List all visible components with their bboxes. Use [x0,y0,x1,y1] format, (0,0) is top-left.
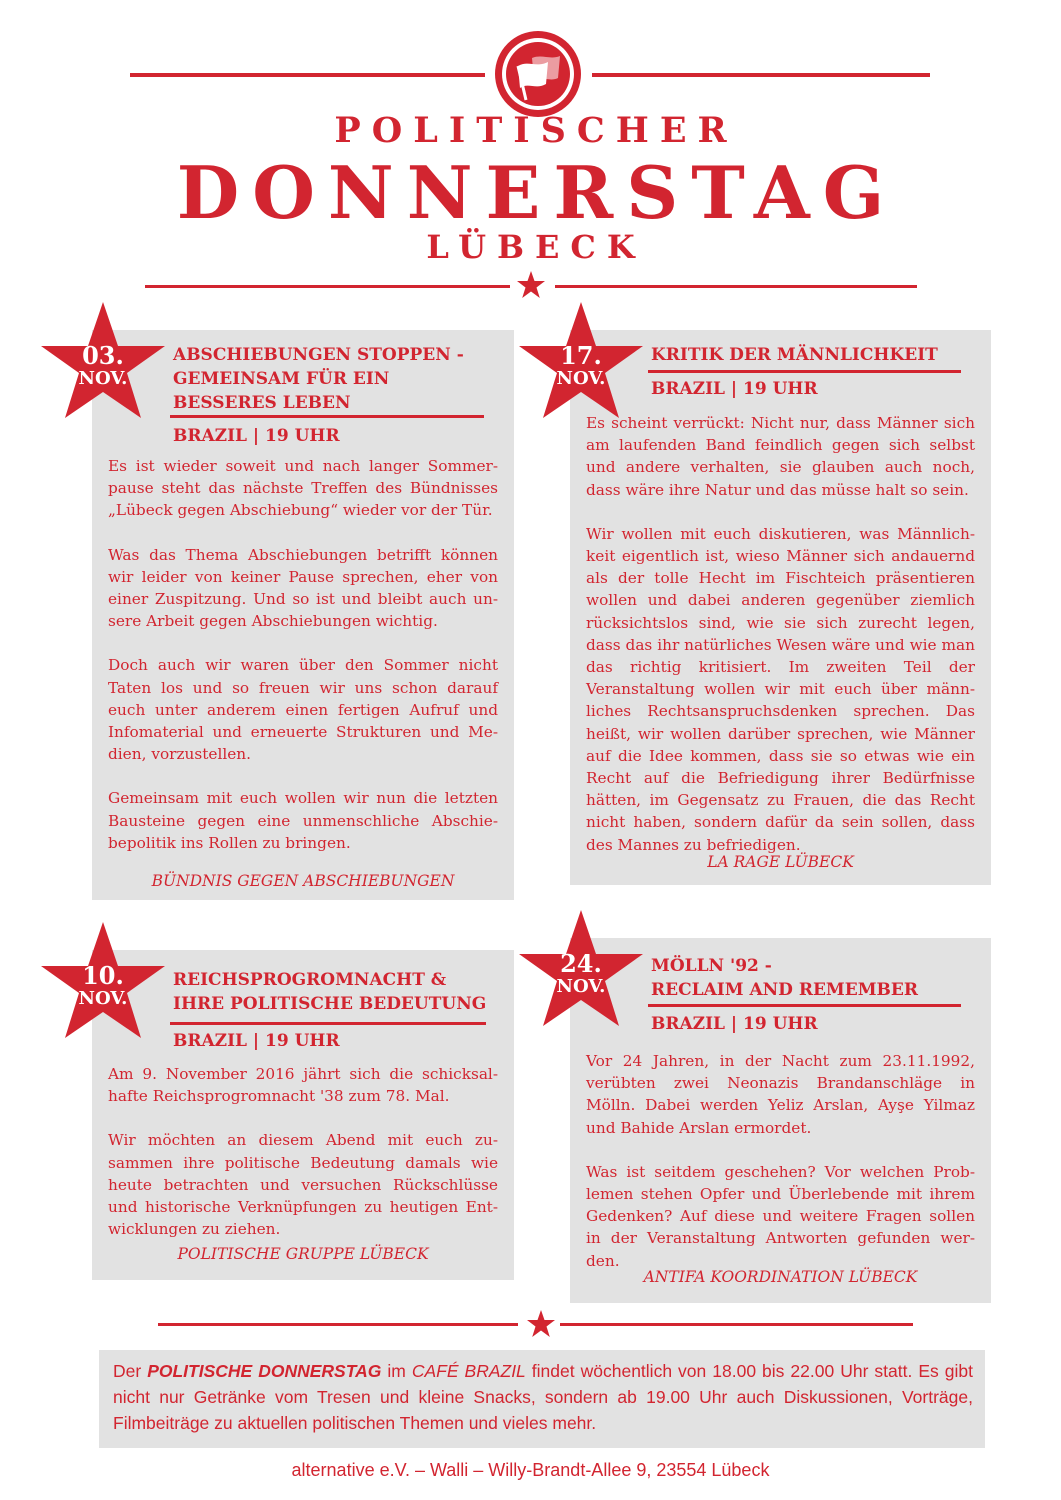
event-title: REICHSPROGROMNACHT & IHRE POLITISCHE BEDEUTUNG [173,970,487,1014]
event-organizer: LA RAGE LÜBECK [707,853,854,871]
event-paragraph: Es scheint verrückt: Nicht nur, dass Männer sich am laufenden Band feindlich gegen sich selbst und andere verhalten, sie glauben auch noch, dass wäre ihre Natur und das müsse halt so sein. [586,414,975,499]
event-month: NOV. [556,368,606,389]
star-icon [526,1309,556,1339]
footer-address: alternative e.V. – Walli – Willy-Brandt-Allee 9, 23554 Lübeck [291,1460,770,1480]
date-star-icon [38,920,168,1050]
header-rule-bottom-left [145,285,510,288]
title-line-1: POLITISCHER [334,110,738,151]
event-description [586,1050,975,1272]
event-title-rule [648,1004,961,1007]
footer-text: findet wöchentlich von 18.00 bis 22.00 Uhr statt. Es gibt nicht nur Getränke vom Tresen und kleine Snacks, sondern ab 19.00 Uhr auch Diskussionen, Vorträge, Filmbeiträge zu aktuellen politischen Themen und vieles mehr. [113,1361,973,1433]
event-title: MÖLLN '92 - RECLAIM AND REMEMBER [651,956,918,1000]
footer-rule-right [560,1323,913,1326]
header-rule-top-left [130,73,485,77]
event-paragraph: Wir möchten an diesem Abend mit euch zu-sammen ihre politische Bedeutung damals wie heute betrachten und versuchen Rückschlüsse und historische Verknüpfungen zu heutigen Ent-wicklungen zu ziehen. [108,1131,498,1239]
event-time: BRAZIL | 19 UHR [651,379,818,399]
event-paragraph: Was ist seitdem geschehen? Vor welchen Prob-lemen stehen Opfer und Überlebende mit ihrem Gedenken? Auf diese und weitere Fragen sollen in der Veranstaltung Antworten gefunden wer-den. [586,1162,975,1270]
event-description [586,412,975,856]
antifa-flag-icon [492,28,584,120]
event-month: NOV. [78,368,128,389]
header-rule-top-right [592,73,930,77]
footer-text: im [381,1361,412,1381]
event-organizer: POLITISCHE GRUPPE LÜBECK [177,1245,429,1263]
event-title: KRITIK DER MÄNNLICHKEIT [651,345,938,365]
event-title-rule [170,415,484,418]
header-rule-bottom-right [555,285,917,288]
event-paragraph: Gemeinsam mit euch wollen wir nun die letzten Bausteine gegen eine unmenschliche Abschie-bepolitik ins Rollen zu bringen. [108,789,498,852]
event-paragraph: Es ist wieder soweit und nach langer Sommer-pause steht das nächste Treffen des Bündnisses „Lübeck gegen Abschiebung“ wieder vor der Tür. [108,457,498,520]
event-description [108,455,498,854]
event-title-rule [648,370,961,373]
title-line-2: DONNERSTAG [176,150,898,235]
event-title: ABSCHIEBUNGEN STOPPEN - GEMEINSAM FÜR EIN BESSERES LEBEN [173,345,464,413]
event-paragraph: Doch auch wir waren über den Sommer nicht Taten los und so freuen wir uns schon darauf euch unter anderem einen fertigen Aufruf und Infomaterial und erneuerte Strukturen und Me-dien, vorzustellen. [108,656,498,764]
event-day: 24. [560,949,602,978]
event-time: BRAZIL | 19 UHR [173,1031,340,1051]
date-star-icon [516,908,646,1038]
event-day: 17. [560,341,602,370]
event-day: 10. [82,961,124,990]
event-paragraph: Vor 24 Jahren, in der Nacht zum 23.11.1992, verübten zwei Neonazis Brandanschläge in Mölln. Dabei werden Yeliz Arslan, Ayşe Yilmaz und Bahide Arslan ermordet. [586,1052,975,1137]
event-paragraph: Wir wollen mit euch diskutieren, was Männlich-keit eigentlich ist, wieso Männer sich andauernd als der tolle Hecht im Fischteich präsentieren wollen und dabei anderen gegenüber ziemlich rücksichtslos sind, wie sie sich zurecht legen, dass das ihr natürliches Wesen wäre und wie man das richtig kritisiert. Im zweiten Teil der Veranstaltung wollen wir mit euch über männ-liches Rechtsanspruchsdenken sprechen. Das heißt, wir wollen darüber sprechen, wie Männer auf die Idee kommen, dass sie so etwas wie ein Recht auf die Befriedigung ihrer Bedürfnisse hätten, im Gegensatz zu Frauen, die das Recht nicht haben, sondern dafür da sein sollen, dass des Mannes zu befriedigen. [586,524,975,854]
star-icon [516,270,546,300]
event-paragraph: Am 9. November 2016 jährt sich die schicksal-hafte Reichsprogromnacht '38 zum 78. Mal. [108,1065,498,1106]
event-time: BRAZIL | 19 UHR [173,426,340,446]
title-line-3: LÜBECK [426,228,646,266]
date-star-icon [516,300,646,430]
footer-info-box [99,1350,985,1448]
event-title-rule [170,1022,486,1025]
footer-venue: CAFÉ BRAZIL [411,1361,526,1381]
event-month: NOV. [556,976,606,997]
event-time: BRAZIL | 19 UHR [651,1014,818,1034]
event-organizer: BÜNDNIS GEGEN ABSCHIEBUNGEN [151,872,455,890]
footer-event-name: POLITISCHE DONNERSTAG [147,1361,382,1381]
event-month: NOV. [78,988,128,1009]
footer-rule-left [158,1323,518,1326]
event-day: 03. [82,341,124,370]
footer-text: Der [113,1361,148,1381]
event-paragraph: Was das Thema Abschiebungen betrifft können wir leider von keiner Pause sprechen, eher von einer Zuspitzung. Und so ist und bleibt auch un-sere Arbeit gegen Abschiebungen wichtig. [108,545,498,631]
event-description [108,1063,498,1240]
event-organizer: ANTIFA KOORDINATION LÜBECK [643,1268,918,1286]
date-star-icon [38,300,168,430]
